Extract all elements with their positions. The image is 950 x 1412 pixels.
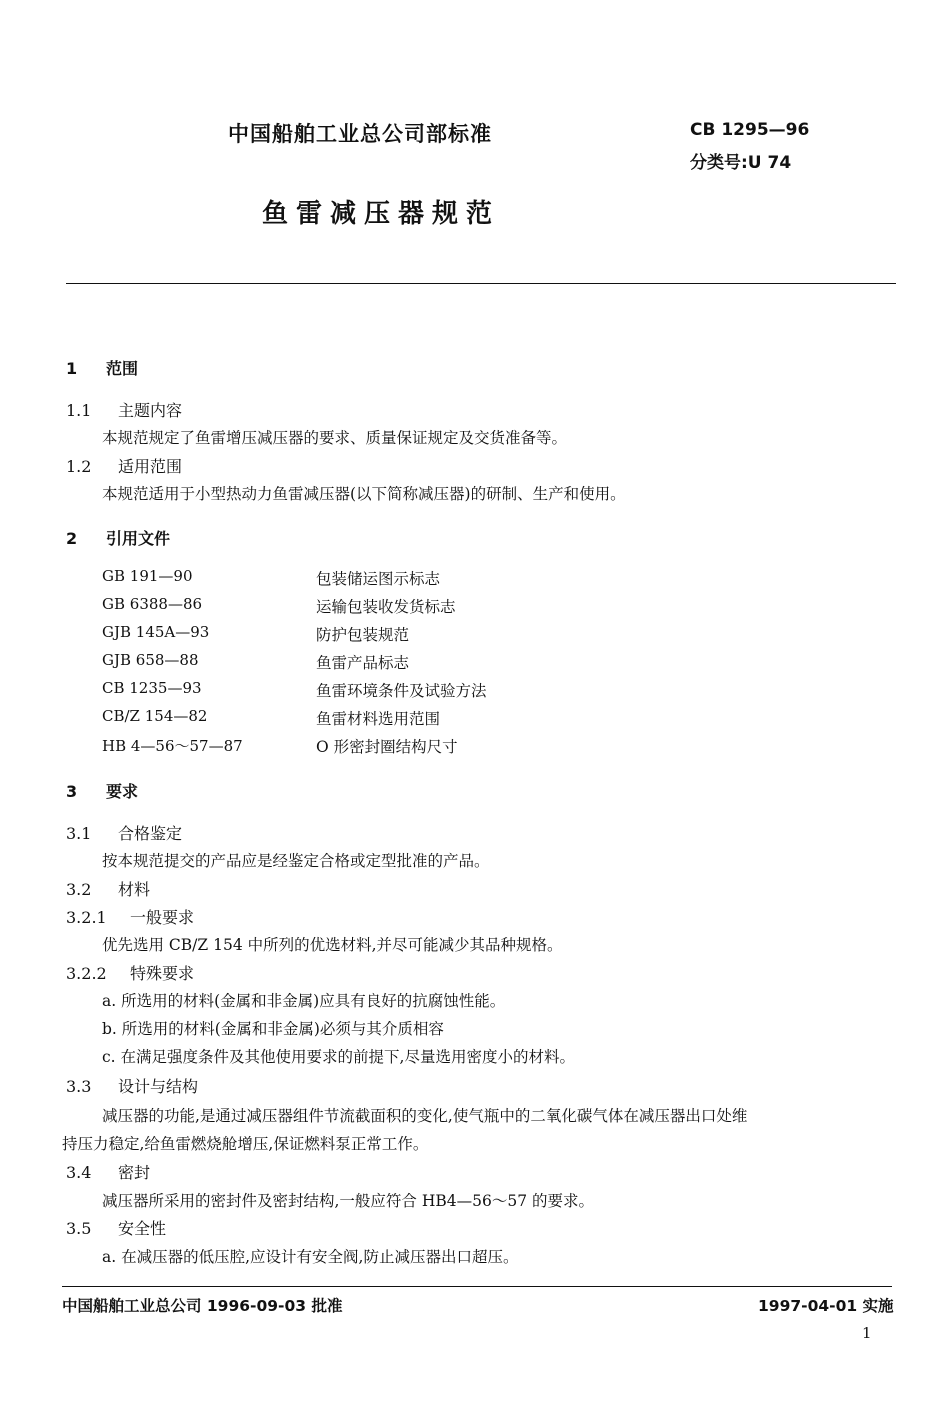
section-title: 设计与结构 bbox=[118, 1077, 199, 1096]
section-number: 3.5 bbox=[66, 1219, 92, 1238]
reference-code: GJB 145A—93 bbox=[102, 623, 210, 641]
classification-number: 分类号:U 74 bbox=[690, 153, 792, 173]
reference-code: GJB 658—88 bbox=[102, 651, 199, 669]
section-3-3-text-line-1: 减压器的功能,是通过减压器组件节流截面积的变化,使气瓶中的二氧化碳气体在减压器出口处维 bbox=[102, 1107, 748, 1125]
section-number: 3.2.2 bbox=[66, 964, 107, 983]
section-number: 1.1 bbox=[66, 401, 92, 420]
section-3-1-text: 按本规范提交的产品应是经鉴定合格或定型批准的产品。 bbox=[102, 852, 490, 870]
section-number: 2 bbox=[66, 529, 78, 548]
reference-title: 鱼雷产品标志 bbox=[316, 654, 410, 672]
section-title: 一般要求 bbox=[130, 908, 195, 927]
section-title: 要求 bbox=[106, 782, 139, 801]
section-number: 3.2.1 bbox=[66, 908, 107, 927]
standard-code: CB 1295—96 bbox=[690, 120, 810, 140]
organization-standard: 中国船舶工业总公司部标准 bbox=[228, 122, 492, 146]
section-title: 范围 bbox=[106, 359, 139, 378]
section-title: 主题内容 bbox=[118, 401, 183, 420]
document-title: 鱼雷减压器规范 bbox=[262, 199, 501, 229]
section-number: 1.2 bbox=[66, 457, 92, 476]
section-3-2-2-heading bbox=[66, 961, 194, 984]
reference-code: GB 6388—86 bbox=[102, 595, 203, 613]
section-2-heading bbox=[66, 526, 170, 549]
header-divider bbox=[66, 283, 896, 284]
reference-title: 鱼雷环境条件及试验方法 bbox=[316, 682, 487, 700]
section-3-2-heading bbox=[66, 877, 150, 900]
section-1-heading bbox=[66, 356, 138, 379]
section-3-5-text: a. 在减压器的低压腔,应设计有安全阀,防止减压器出口超压。 bbox=[102, 1248, 519, 1266]
section-title: 安全性 bbox=[118, 1219, 167, 1238]
reference-title: 包装储运图示标志 bbox=[316, 570, 441, 588]
reference-title: O 形密封圈结构尺寸 bbox=[316, 738, 458, 756]
footer-divider bbox=[62, 1286, 892, 1287]
reference-title: 防护包装规范 bbox=[316, 626, 410, 644]
list-item: b. 所选用的材料(金属和非金属)必须与其介质相容 bbox=[102, 1020, 444, 1038]
section-number: 3.1 bbox=[66, 824, 92, 843]
reference-title: 鱼雷材料选用范围 bbox=[316, 710, 441, 728]
section-number: 3.2 bbox=[66, 880, 92, 899]
reference-code: HB 4—56～57—87 bbox=[102, 737, 243, 755]
section-1-2-text: 本规范适用于小型热动力鱼雷减压器(以下简称减压器)的研制、生产和使用。 bbox=[102, 485, 626, 503]
section-3-3-heading bbox=[66, 1074, 198, 1097]
section-3-4-heading bbox=[66, 1160, 150, 1183]
section-1-1-heading bbox=[66, 398, 182, 421]
approval-statement: 中国船舶工业总公司 1996-09-03 批准 bbox=[62, 1297, 343, 1315]
section-number: 3 bbox=[66, 782, 78, 801]
section-3-5-heading bbox=[66, 1216, 166, 1239]
section-number: 1 bbox=[66, 359, 78, 378]
section-number: 3.3 bbox=[66, 1077, 92, 1096]
list-item: a. 所选用的材料(金属和非金属)应具有良好的抗腐蚀性能。 bbox=[102, 992, 506, 1010]
section-title: 合格鉴定 bbox=[118, 824, 183, 843]
list-item: c. 在满足强度条件及其他使用要求的前提下,尽量选用密度小的材料。 bbox=[102, 1048, 575, 1066]
section-3-heading bbox=[66, 779, 138, 802]
section-title: 适用范围 bbox=[118, 457, 183, 476]
section-number: 3.4 bbox=[66, 1163, 92, 1182]
section-title: 密封 bbox=[118, 1163, 151, 1182]
reference-code: CB/Z 154—82 bbox=[102, 707, 208, 725]
section-3-4-text: 减压器所采用的密封件及密封结构,一般应符合 HB4—56～57 的要求。 bbox=[102, 1192, 594, 1210]
reference-code: GB 191—90 bbox=[102, 567, 193, 585]
section-1-2-heading bbox=[66, 454, 182, 477]
effective-date: 1997-04-01 实施 bbox=[758, 1297, 894, 1315]
section-1-1-text: 本规范规定了鱼雷增压减压器的要求、质量保证规定及交货准备等。 bbox=[102, 429, 568, 447]
reference-code: CB 1235—93 bbox=[102, 679, 202, 697]
section-title: 材料 bbox=[118, 880, 151, 899]
reference-title: 运输包装收发货标志 bbox=[316, 598, 456, 616]
section-title: 引用文件 bbox=[106, 529, 171, 548]
section-title: 特殊要求 bbox=[130, 964, 195, 983]
section-3-2-1-heading bbox=[66, 905, 194, 928]
section-3-3-text-line-2: 持压力稳定,给鱼雷燃烧舱增压,保证燃料泵正常工作。 bbox=[62, 1135, 429, 1153]
page-number: 1 bbox=[862, 1324, 872, 1342]
section-3-1-heading bbox=[66, 821, 182, 844]
section-3-2-1-text: 优先选用 CB/Z 154 中所列的优选材料,并尽可能减少其品种规格。 bbox=[102, 936, 563, 954]
